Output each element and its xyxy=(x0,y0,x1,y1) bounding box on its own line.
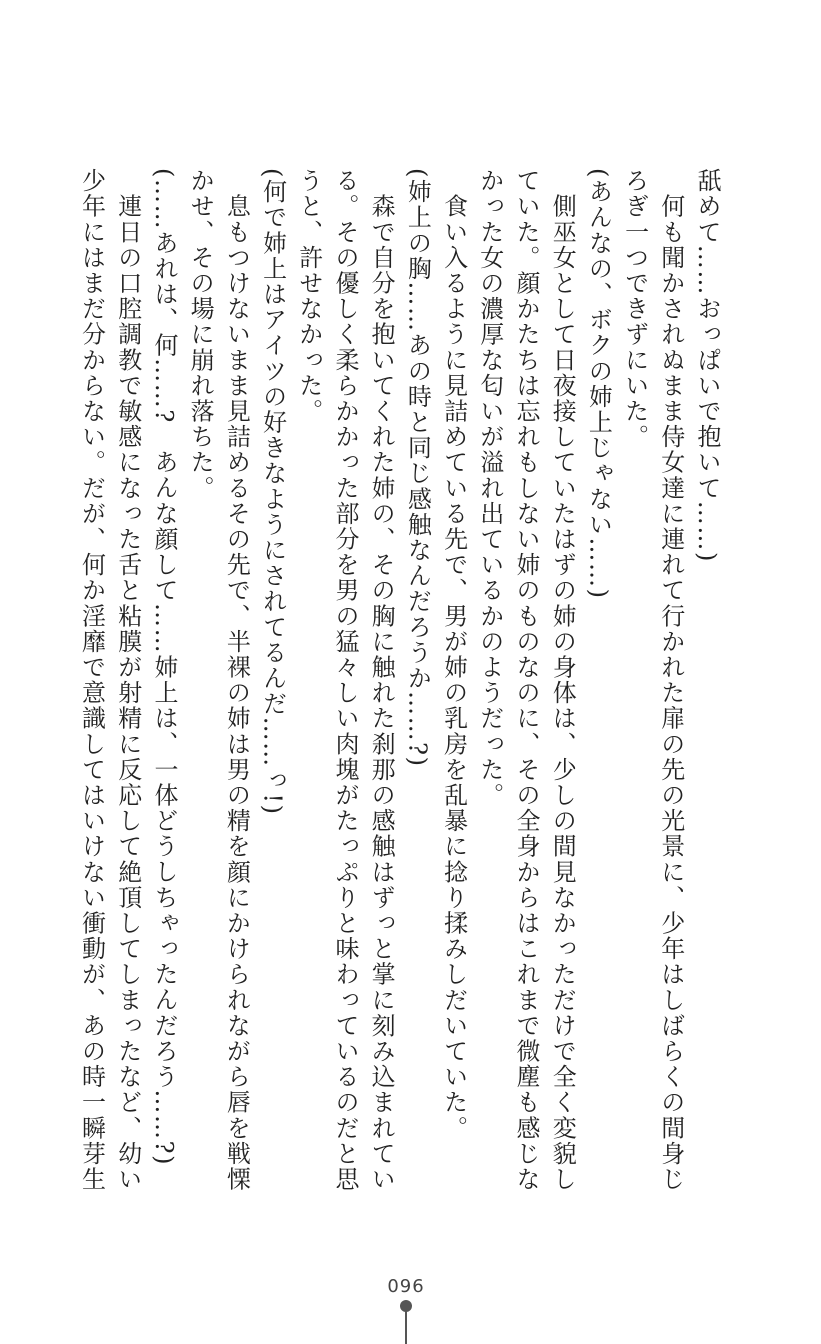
vertical-body-text xyxy=(77,168,725,1192)
text-line: 森で自分を抱いてくれた姉の、その胸に触れた刹那の感触はずっと掌に刻み込まれてい xyxy=(367,168,396,1192)
text-line: 息もつけないまま見詰めるその先で、半裸の姉は男の精を顔にかけられながら唇を戦慄 xyxy=(222,168,251,1192)
text-line: 食い入るように見詰めている先で、男が姉の乳房を乱暴に捻り揉みしだいていた。 xyxy=(439,168,468,1141)
text-line: (……あれは、何……? あんな顔して……姉上は、一体どうしちゃったんだろう……?) xyxy=(149,168,178,1167)
text-line: 舐めて……おっぱいで抱いて……) xyxy=(693,168,721,563)
text-line: かせ、その場に崩れ落ちた。 xyxy=(186,168,215,501)
text-line: (姉上の胸……あの時と同じ感触なんだろうか……?) xyxy=(403,168,432,768)
page-marker-line xyxy=(405,1311,407,1344)
text-line: 少年にはまだ分からない。だが、何か淫靡で意識してはいけない衝動が、あの時一瞬芽生 xyxy=(77,168,106,1192)
text-line: 側巫女として日夜接していたはずの姉の身体は、少しの間見なかっただけで全く変貌し xyxy=(548,168,577,1192)
text-line: かった女の濃厚な匂いが溢れ出ているかのようだった。 xyxy=(475,168,504,808)
text-line: ていた。顔かたちは忘れもしない姉のものなのに、その全身からはこれまで微塵も感じな xyxy=(511,168,540,1192)
text-line: 何も聞かされぬまま侍女達に連れて行かれた扉の先の光景に、少年はしばらくの間身じ xyxy=(656,168,685,1192)
text-line: る。その優しく柔らかかった部分を男の猛々しい肉塊がたっぷりと味わっているのだと思 xyxy=(330,168,359,1192)
text-line: ろぎ一つできずにいた。 xyxy=(620,168,649,450)
text-line: (何で姉上はアイツの好きなようにされてるんだ……っ!) xyxy=(258,168,287,816)
text-line: 連日の口腔調教で敏感になった舌と粘膜が射精に反応して絶頂してしまったなど、幼い xyxy=(113,168,142,1192)
page-number: 096 xyxy=(387,1276,425,1297)
text-line: うと、許せなかった。 xyxy=(294,168,323,424)
text-line: (あんなの、ボクの姉上じゃない……) xyxy=(584,168,613,600)
